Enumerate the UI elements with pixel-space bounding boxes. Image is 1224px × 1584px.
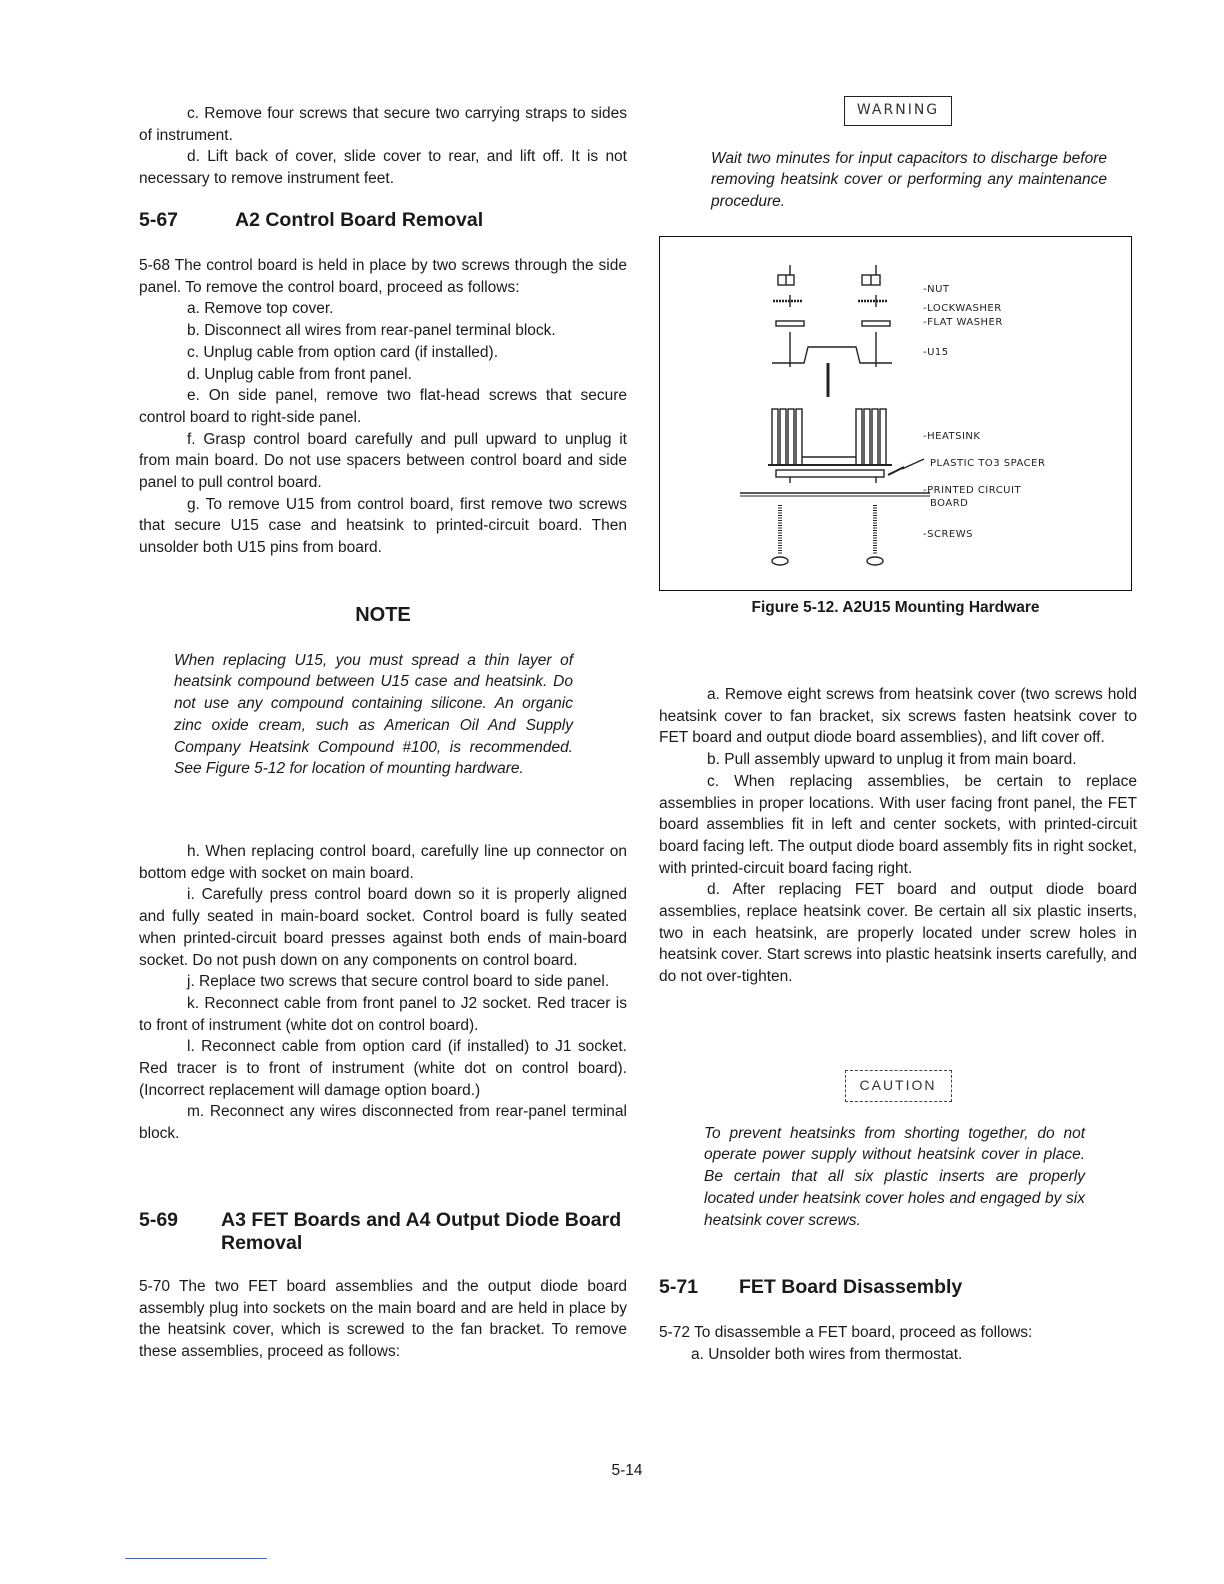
steps-h-m xyxy=(139,841,627,1145)
caution-text: To prevent heatsinks from shorting together, do not operate power supply without heatsink cover in place. Be certain that all six plastic inserts are properly located under heatsink cover holes and engaged by six heatsink cover screws. xyxy=(704,1124,1085,1229)
step-k: k. Reconnect cable from front panel to J2 socket. Red tracer is to front of instrument (white dot on control board). xyxy=(139,994,627,1034)
warning-text: Wait two minutes for input capacitors to discharge before removing heatsink cover or performing any maintenance procedure. xyxy=(711,149,1107,211)
warning-block xyxy=(659,96,1137,213)
label-spacer: PLASTIC TO3 SPACER xyxy=(930,458,1046,469)
label-screws: -SCREWS xyxy=(923,529,973,540)
note-text: When replacing U15, you must spread a thin layer of heatsink compound between U15 case and heatsink. Do not use any compound containing silicone. An organic zinc oxide cream, such as American Oil And Supply Company Heatsink Compound #100, is recommended. See Figure 5-12 for location of mounting hardware. xyxy=(174,651,573,778)
label-flat-washer: -FLAT WASHER xyxy=(923,317,1003,328)
footer-rule xyxy=(125,1558,267,1559)
step-g: g. To remove U15 from control board, first remove two screws that secure U15 case and heatsink to printed-circuit board. Then unsolder both U15 pins from board. xyxy=(139,495,627,557)
left-intro xyxy=(139,103,627,190)
step-a: a. Unsolder both wires from thermostat. xyxy=(691,1345,963,1363)
label-heatsink: -HEATSINK xyxy=(923,431,981,442)
section-title: A3 FET Boards and A4 Output Diode Board Removal xyxy=(221,1209,622,1254)
section-title: FET Board Disassembly xyxy=(739,1276,963,1298)
step-f: f. Grasp control board carefully and pull upward to unplug it from main board. Do not use spacers between control board and side panel to pull control board. xyxy=(139,430,627,492)
page-number: 5-14 xyxy=(611,1462,643,1479)
section-number: 5-69 xyxy=(139,1209,179,1231)
warning-label: WARNING xyxy=(844,96,952,126)
para-5-70 xyxy=(139,1276,627,1363)
label-pcb-board: BOARD xyxy=(930,498,969,509)
caution-block xyxy=(659,1070,1137,1231)
paragraph: 5-72 To disassemble a FET board, proceed as follows: xyxy=(659,1324,1033,1341)
note-block xyxy=(139,605,627,780)
caution-label: CAUTION xyxy=(845,1070,952,1102)
step-j: j. Replace two screws that secure control board to side panel. xyxy=(187,973,610,991)
step-b: b. Disconnect all wires from rear-panel terminal block. xyxy=(187,322,556,340)
step-h: h. When replacing control board, carefully line up connector on bottom edge with socket on main board. xyxy=(139,843,627,882)
figure-caption: Figure 5-12. A2U15 Mounting Hardware xyxy=(751,599,1040,616)
figure-5-12 xyxy=(659,236,1132,591)
step-d: d. Unplug cable from front panel. xyxy=(187,365,412,383)
label-nut: -NUT xyxy=(923,284,950,295)
step-a: a. Remove top cover. xyxy=(187,300,334,318)
step-a: a. Remove eight screws from heatsink cover (two screws hold heatsink cover to fan bracket, six screws fasten heatsink cover to FET board and output diode board assemblies), and lift cover off. xyxy=(659,686,1137,747)
step-i: i. Carefully press control board down so it is properly aligned and fully seated in main-board socket. Control board is fully seated when printed-circuit board presses against both ends of main-board socket. Do not push down on any components on control board. xyxy=(139,886,627,969)
step-c-text: c. Remove four screws that secure two carrying straps to sides of instrument. xyxy=(139,105,627,144)
section-title: A2 Control Board Removal xyxy=(235,209,484,231)
step-m: m. Reconnect any wires disconnected from rear-panel terminal block. xyxy=(139,1103,627,1143)
para-5-72 xyxy=(659,1322,1137,1365)
label-u15: -U15 xyxy=(923,347,949,358)
right-steps xyxy=(659,684,1137,988)
note-title: NOTE xyxy=(355,604,411,626)
para-5-68 xyxy=(139,255,627,559)
paragraph: 5-68 The control board is held in place by two screws through the side panel. To remove the control board, proceed as follows: xyxy=(139,257,627,296)
label-pcb: -PRINTED CIRCUIT xyxy=(923,485,1022,496)
step-c: c. When replacing assemblies, be certain to replace assemblies in proper locations. With user facing front panel, the FET board assemblies fit in left and center sockets, with printed-circuit board facing left. The output diode board assembly fits in right socket, with printed-circuit board facing right. xyxy=(659,772,1137,877)
section-5-69-heading xyxy=(139,1209,627,1255)
step-e: e. On side panel, remove two flat-head screws that secure control board to right-side panel. xyxy=(139,387,627,426)
section-number: 5-67 xyxy=(139,209,179,231)
section-number: 5-71 xyxy=(659,1276,699,1298)
mounting-hardware-diagram xyxy=(660,237,1130,589)
step-d: d. After replacing FET board and output diode board assemblies, replace heatsink cover. Be certain all six plastic inserts, two in each heatsink, are properly located under screw holes in heatsink cover. Start screws into plastic heatsink inserts carefully, and do not over-tighten. xyxy=(659,881,1137,986)
step-b: b. Pull assembly upward to unplug it from main board. xyxy=(707,751,1077,769)
step-c: c. Unplug cable from option card (if installed). xyxy=(187,343,499,361)
step-l: l. Reconnect cable from option card (if installed) to J1 socket. Red tracer is to front of instrument (white dot on control board). (Incorrect replacement will damage option board.) xyxy=(139,1038,627,1099)
step-d-text: d. Lift back of cover, slide cover to rear, and lift off. It is not necessary to remove instrument feet. xyxy=(139,148,627,188)
section-5-71-heading xyxy=(659,1276,1137,1299)
section-5-67-heading xyxy=(139,209,627,232)
label-lockwasher: -LOCKWASHER xyxy=(923,303,1002,314)
paragraph: 5-70 The two FET board assemblies and the output diode board assembly plug into sockets on the main board and are held in place by the heatsink cover, which is screwed to the fan bracket. To remove these assemblies, proceed as follows: xyxy=(139,1278,627,1361)
